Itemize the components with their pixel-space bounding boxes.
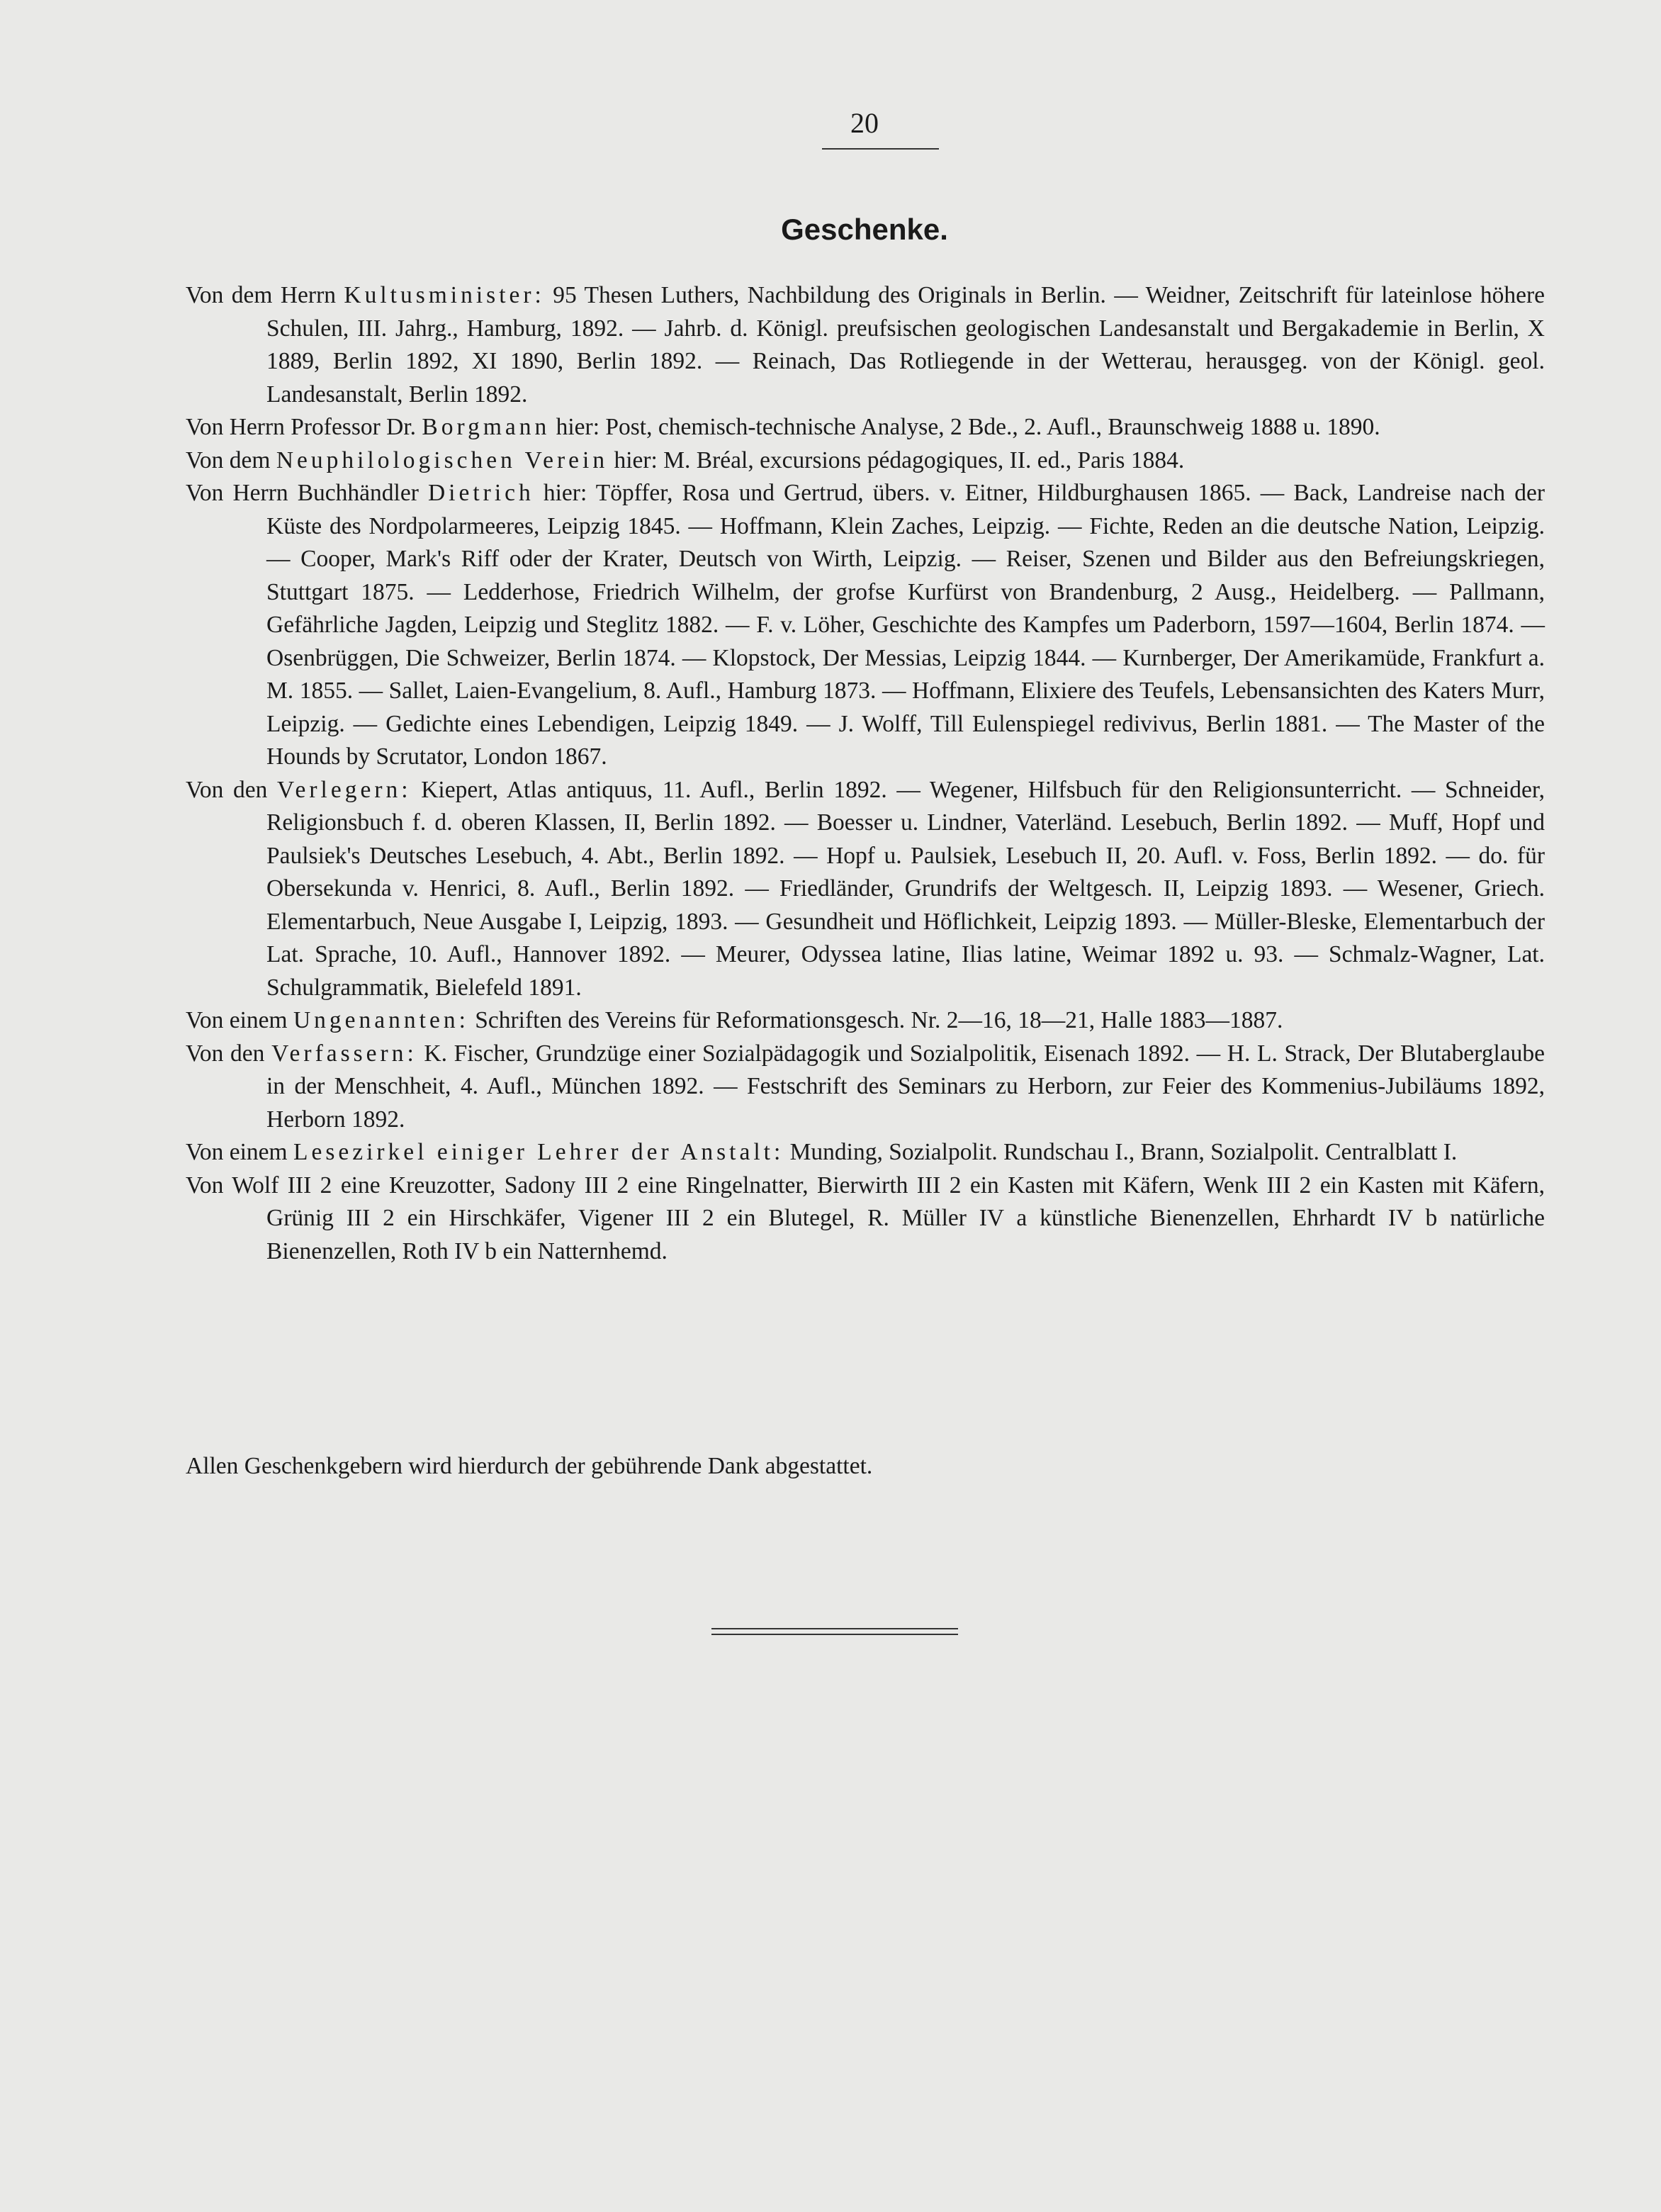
entry-prefix: Von den xyxy=(186,1040,265,1067)
entry-prefix: Von einem xyxy=(186,1139,288,1165)
end-rule-bottom xyxy=(711,1634,958,1635)
entry-donor: Neuphilologischen Verein xyxy=(276,447,609,473)
entry-donor: Dietrich xyxy=(427,480,534,506)
donation-entry xyxy=(186,774,1545,1005)
entry-text: Kiepert, Atlas antiquus, 11. Aufl., Berlin 1892. — Wegener, Hilfsbuch für den Religionsunterricht. — Schneider, Religionsbuch f. d. oberen Klassen, II, Berlin 1892. — Boesser u. Lindner, Vaterländ. Lesebuch, Berlin 1892. — Muff, Hopf und Paulsiek's Deutsches Lesebuch, 4. Abt., Berlin 1892. — Hopf u. Paulsiek, Lesebuch II, 20. Aufl. v. Foss, Berlin 1892. — do. für Obersekunda v. Henrici, 8. Aufl., Berlin 1892. — Friedländer, Grundrifs der Weltgesch. II, Leipzig 1893. — Wesener, Griech. Elementarbuch, Neue Ausgabe I, Leipzig, 1893. — Gesundheit und Höflichkeit, Leipzig 1893. — Müller-Bleske, Elementarbuch der Lat. Sprache, 10. Aufl., Hannover 1892. — Meurer, Odyssea latine, Ilias latine, Weimar 1892 u. 93. — Schmalz-Wagner, Lat. Schulgrammatik, Bielefeld 1891. xyxy=(266,776,1545,1001)
entry-text: hier: Post, chemisch-technische Analyse, 2 Bde., 2. Aufl., Braunschweig 1888 u. 1890. xyxy=(556,414,1380,440)
entry-prefix: Von dem xyxy=(186,447,271,473)
donation-entry xyxy=(186,444,1545,478)
entry-prefix: Von Herrn Professor Dr. xyxy=(186,414,417,440)
closing-note: Allen Geschenkgebern wird hierdurch der gebührende Dank abgestattet. xyxy=(186,1453,873,1479)
entry-prefix: Von einem xyxy=(186,1007,288,1033)
entry-donor: Lesezirkel einiger Lehrer der Anstalt: xyxy=(293,1139,784,1165)
donation-entry xyxy=(186,1169,1545,1269)
page-number-rule xyxy=(822,148,939,150)
donation-entry xyxy=(186,1136,1545,1169)
entry-donor: Ungenannten: xyxy=(293,1007,469,1033)
donation-entry xyxy=(186,279,1545,411)
entry-text: Munding, Sozialpolit. Rundschau I., Brann, Sozialpolit. Centralblatt I. xyxy=(789,1139,1458,1165)
section-title: Geschenke. xyxy=(781,213,948,246)
donation-entry xyxy=(186,1004,1545,1038)
entry-prefix: Von den xyxy=(186,776,268,803)
entry-prefix: Von dem Herrn xyxy=(186,282,336,308)
entry-donor: Borgmann xyxy=(422,414,551,440)
entry-donor: Kultusminister: xyxy=(344,282,545,308)
entry-prefix: Von Herrn Buchhändler xyxy=(186,480,419,506)
donation-list xyxy=(186,279,1545,1268)
donation-entry xyxy=(186,411,1545,444)
entry-donor: Verfassern: xyxy=(271,1040,417,1067)
entry-text: 95 Thesen Luthers, Nachbildung des Originals in Berlin. — Weidner, Zeitschrift für lateinlose höhere Schulen, III. Jahrg., Hamburg, 1892. — Jahrb. d. Königl. preufsischen geologischen Landesanstalt und Bergakademie in Berlin, X 1889, Berlin 1892, XI 1890, Berlin 1892. — Reinach, Das Rotliegende in der Wetterau, herausgeg. von der Königl. geol. Landesanstalt, Berlin 1892. xyxy=(266,282,1545,408)
end-rule-top xyxy=(711,1628,958,1629)
entry-donor: Verlegern: xyxy=(277,776,412,803)
entry-text: K. Fischer, Grundzüge einer Sozialpädagogik und Sozialpolitik, Eisenach 1892. — H. L. Strack, Der Blutaberglaube in der Menschheit, 4. Aufl., München 1892. — Festschrift des Seminars zu Herborn, zur Feier des Kommenius-Jubiläums 1892, Herborn 1892. xyxy=(266,1040,1545,1133)
page-number: 20 xyxy=(850,107,879,139)
entry-prefix: Von xyxy=(186,1172,224,1198)
entry-text: Schriften des Vereins für Reformationsgesch. Nr. 2—16, 18—21, Halle 1883—1887. xyxy=(475,1007,1283,1033)
entry-text: hier: M. Bréal, excursions pédagogiques, II. ed., Paris 1884. xyxy=(614,447,1185,473)
donation-entry xyxy=(186,477,1545,774)
entry-text: hier: Töpffer, Rosa und Gertrud, übers. v. Eitner, Hildburghausen 1865. — Back, Landreise nach der Küste des Nordpolarmeeres, Leipzig 1845. — Hoffmann, Klein Zaches, Leipzig. — Fichte, Reden an die deutsche Nation, Leipzig. — Cooper, Mark's Riff oder der Krater, Deutsch von Wirth, Leipzig. — Reiser, Szenen und Bilder aus den Befreiungskriegen, Stuttgart 1875. — Ledderhose, Friedrich Wilhelm, der grofse Kurfürst von Brandenburg, 2 Ausg., Heidelberg. — Pallmann, Gefährliche Jagden, Leipzig und Steglitz 1882. — F. v. Löher, Geschichte des Kampfes um Paderborn, 1597—1604, Berlin 1874. — Osenbrüggen, Die Schweizer, Berlin 1874. — Klopstock, Der Messias, Leipzig 1844. — Kurnberger, Der Amerikamüde, Frankfurt a. M. 1855. — Sallet, Laien-Evangelium, 8. Aufl., Hamburg 1873. — Hoffmann, Elixiere des Teufels, Lebensansichten des Katers Murr, Leipzig. — Gedichte eines Lebendigen, Leipzig 1849. — J. Wolff, Till Eulenspiegel redivivus, Berlin 1881. — The Master of the Hounds by Scrutator, London 1867. xyxy=(266,480,1545,770)
entry-text: Wolf III 2 eine Kreuzotter, Sadony III 2 eine Ringelnatter, Bierwirth III 2 ein Kasten mit Käfern, Wenk III 2 ein Kasten mit Käfern, Grünig III 2 ein Hirschkäfer, Vigener III 2 ein Blutegel, R. Müller IV a künstliche Bienenzellen, Ehrhardt IV b natürliche Bienenzellen, Roth IV b ein Natternhemd. xyxy=(232,1172,1545,1264)
donation-entry xyxy=(186,1038,1545,1137)
